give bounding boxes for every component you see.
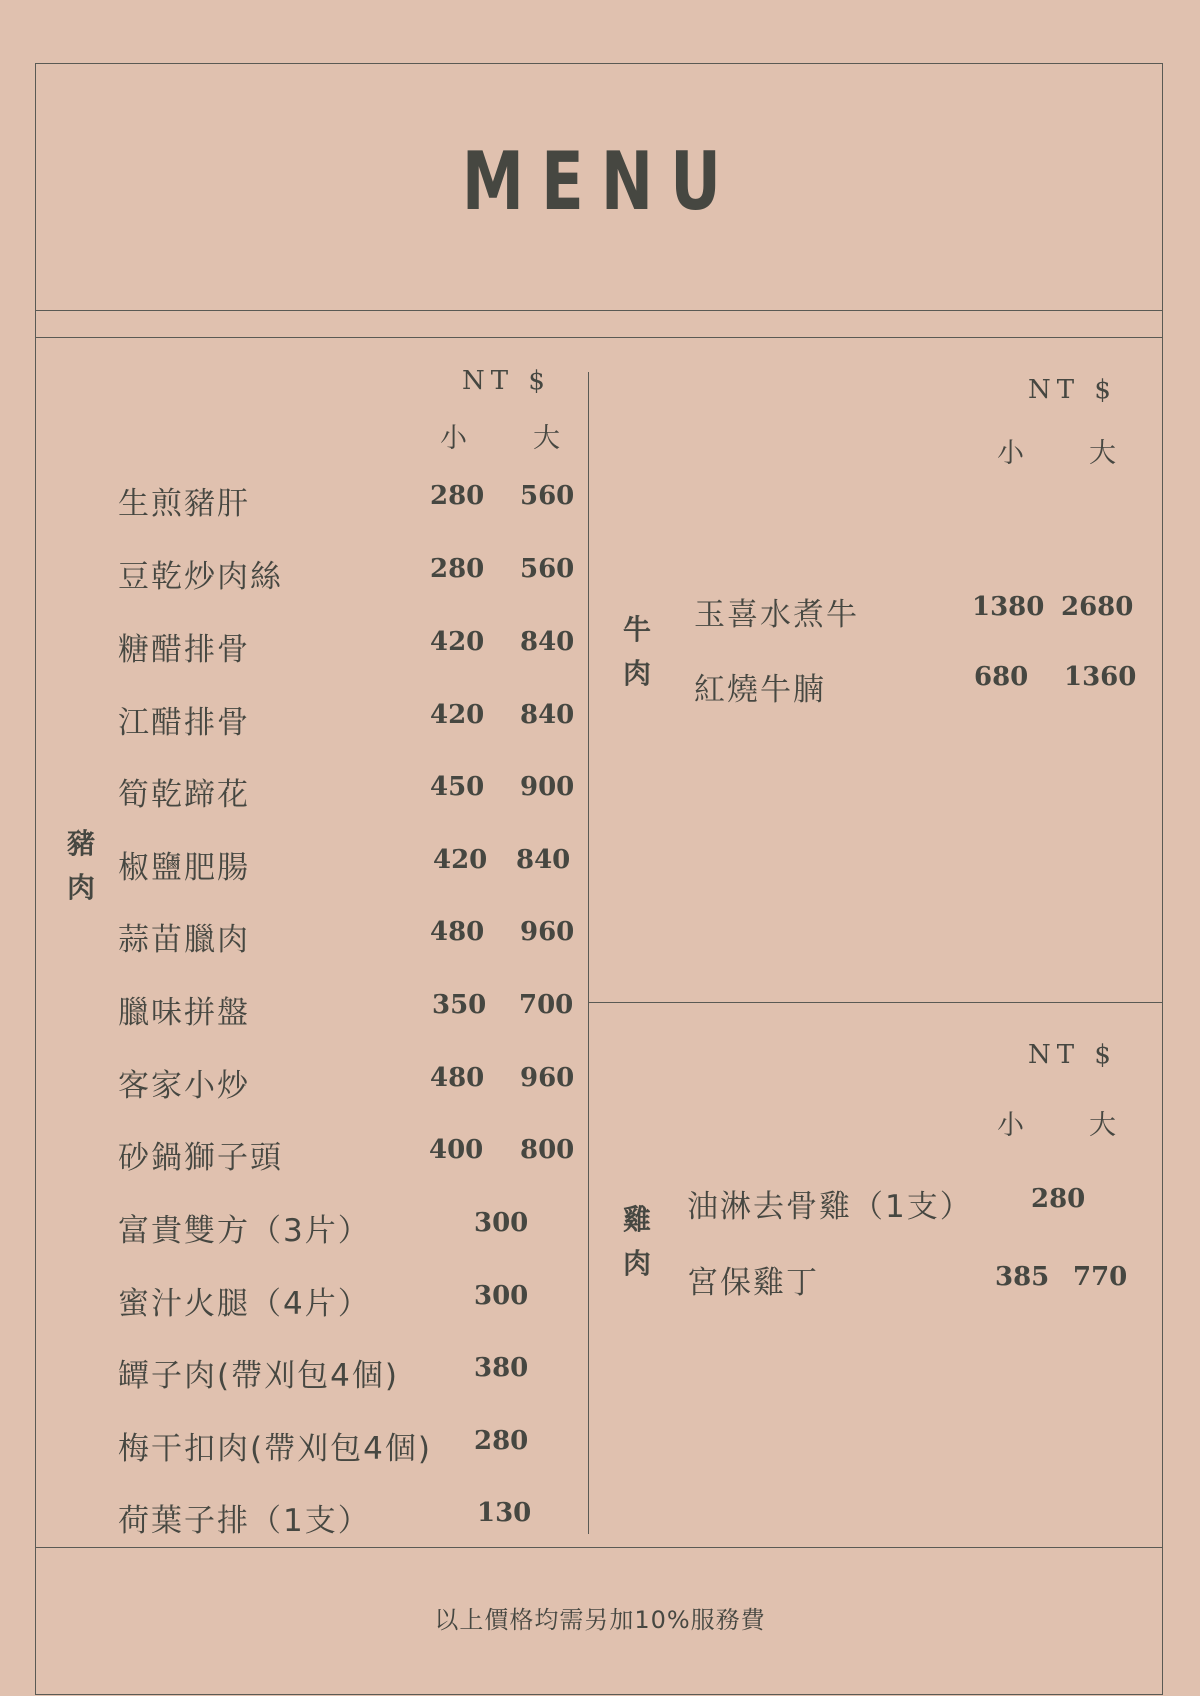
menu-item-name: 油淋去骨雞（1支） [687, 1189, 973, 1225]
menu-item-name: 糖醋排骨 [118, 632, 250, 668]
chicken-small-header: 小 [997, 1110, 1024, 1141]
price-single: 280 [1031, 1184, 1086, 1214]
price-large: 840 [520, 627, 575, 657]
chicken-category-char: 雞 [622, 1203, 651, 1236]
menu-item-name: 荷葉子排（1支） [118, 1503, 371, 1539]
price-small: 480 [430, 917, 485, 947]
beef-category-char: 肉 [622, 657, 651, 690]
service-charge-note: 以上價格均需另加10%服務費 [434, 1606, 766, 1634]
footer-divider [35, 1547, 1163, 1548]
price-small: 420 [430, 627, 485, 657]
pork-small-header: 小 [440, 423, 467, 454]
header-divider-top [35, 310, 1163, 311]
price-small: 480 [430, 1063, 485, 1093]
menu-item-name: 臘味拼盤 [118, 995, 250, 1031]
price-large: 960 [520, 1063, 575, 1093]
price-small: 1380 [972, 592, 1045, 622]
beef-small-header: 小 [997, 438, 1024, 469]
menu-item-name: 紅燒牛腩 [694, 672, 826, 708]
chicken-large-header: 大 [1089, 1110, 1116, 1141]
menu-item-name: 宮保雞丁 [687, 1265, 819, 1301]
price-single: 280 [474, 1426, 529, 1456]
pork-category-char: 豬 [66, 827, 95, 860]
menu-item-name: 梅干扣肉(帶刈包4個) [118, 1431, 432, 1467]
price-large: 960 [520, 917, 575, 947]
price-small: 680 [974, 662, 1029, 692]
price-small: 385 [995, 1262, 1050, 1292]
price-large: 2680 [1061, 592, 1134, 622]
beef-category-char: 牛 [622, 613, 651, 646]
menu-item-name: 生煎豬肝 [118, 486, 250, 522]
price-single: 300 [474, 1208, 529, 1238]
pork-category-char: 肉 [66, 871, 95, 904]
price-large: 840 [520, 700, 575, 730]
header-divider-bottom [35, 337, 1163, 338]
menu-item-name: 江醋排骨 [118, 705, 250, 741]
pork-currency-label: NT $ [462, 366, 551, 396]
price-large: 770 [1073, 1262, 1128, 1292]
menu-item-name: 客家小炒 [118, 1068, 250, 1104]
column-divider [588, 372, 589, 1534]
price-large: 1360 [1064, 662, 1137, 692]
menu-item-name: 玉喜水煮牛 [694, 597, 859, 633]
price-small: 350 [432, 990, 487, 1020]
price-single: 130 [477, 1498, 532, 1528]
menu-item-name: 富貴雙方（3片） [118, 1213, 371, 1249]
price-large: 560 [520, 481, 575, 511]
menu-item-name: 椒鹽肥腸 [118, 850, 250, 886]
menu-item-name: 蒜苗臘肉 [118, 922, 250, 958]
price-small: 450 [430, 772, 485, 802]
menu-item-name: 筍乾蹄花 [118, 777, 250, 813]
menu-item-name: 罈子肉(帶刈包4個) [118, 1358, 399, 1394]
menu-item-name: 豆乾炒肉絲 [118, 559, 283, 595]
menu-title: MENU [461, 135, 739, 228]
price-large: 800 [520, 1135, 575, 1165]
price-single: 300 [474, 1281, 529, 1311]
menu-item-name: 砂鍋獅子頭 [118, 1140, 283, 1176]
price-large: 700 [519, 990, 574, 1020]
menu-item-name: 蜜汁火腿（4片） [118, 1286, 371, 1322]
beef-currency-label: NT $ [1028, 375, 1117, 405]
beef-chicken-divider [588, 1002, 1163, 1003]
beef-large-header: 大 [1089, 438, 1116, 469]
price-small: 420 [433, 845, 488, 875]
chicken-currency-label: NT $ [1028, 1040, 1117, 1070]
price-large: 560 [520, 554, 575, 584]
chicken-category-char: 肉 [622, 1247, 651, 1280]
price-small: 280 [430, 481, 485, 511]
pork-large-header: 大 [533, 423, 560, 454]
price-small: 280 [430, 554, 485, 584]
price-small: 400 [429, 1135, 484, 1165]
chicken-category-label [619, 1198, 655, 1286]
price-large: 840 [516, 845, 571, 875]
pork-category-label [63, 822, 99, 910]
beef-category-label [619, 608, 655, 696]
price-single: 380 [474, 1353, 529, 1383]
price-small: 420 [430, 700, 485, 730]
price-large: 900 [520, 772, 575, 802]
